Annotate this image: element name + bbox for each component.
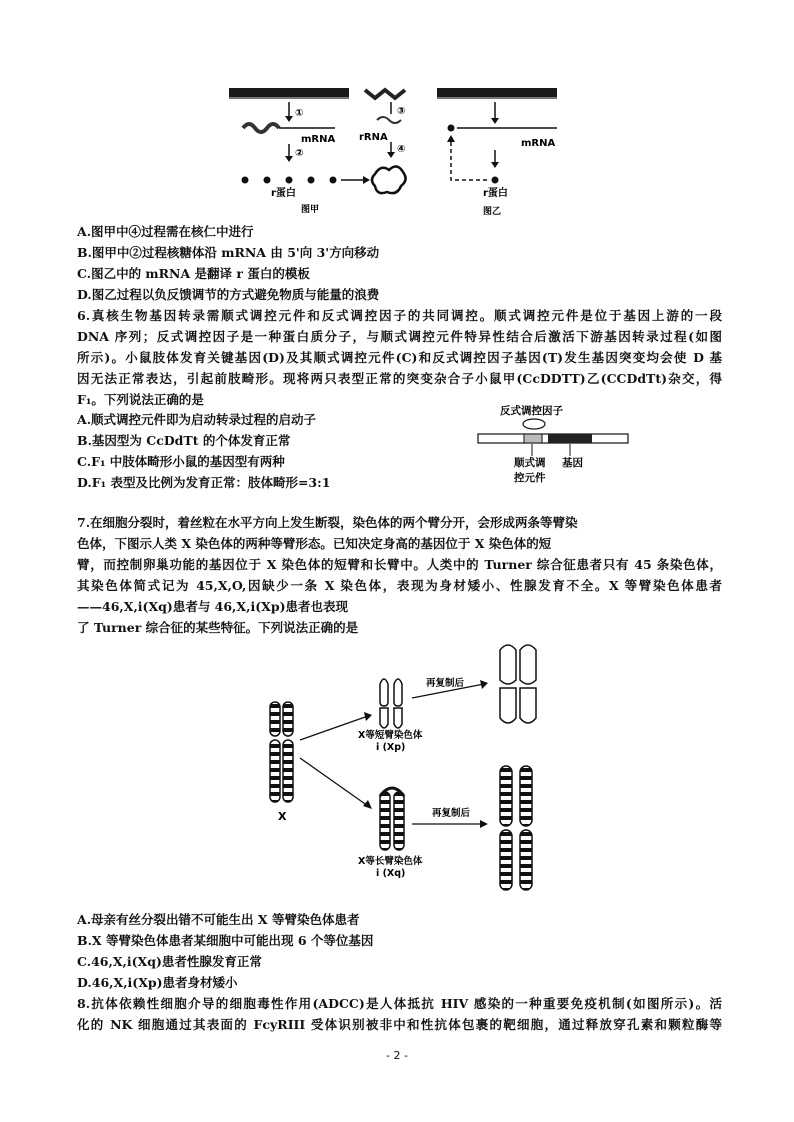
step-2-label: ② bbox=[295, 148, 304, 159]
q6-stem-line-1: 6.真核生物基因转录需顺式调控元件和反式调控因子的共同调控。顺式调控元件是位于基因上游的一段 bbox=[77, 308, 722, 323]
xq-isochromosome bbox=[380, 788, 404, 850]
isochromosome-figure bbox=[262, 640, 562, 912]
q7-stem-line-3: 臂，而控制卵巢功能的基因位于 X 染色体的短臂和长臂中。人类中的 Turner 综合征患者只有 45 条染色体， bbox=[77, 557, 722, 572]
cis-element-label-2: 控元件 bbox=[514, 472, 546, 484]
q6-option-b: B.基因型为 CcDdTt 的个体发育正常 bbox=[77, 433, 291, 448]
rprotein-label-a: r蛋白 bbox=[271, 188, 296, 199]
feedback-arrow bbox=[451, 138, 487, 180]
q7-stem-line-2: 色体，下图示人类 X 染色体的两种等臂形态。已知决定身高的基因位于 X 染色体的短 bbox=[77, 536, 552, 551]
xq-replicated bbox=[500, 766, 532, 890]
q6-option-c: C.F₁ 中肢体畸形小鼠的基因型有两种 bbox=[77, 454, 285, 469]
polysome-icon bbox=[243, 124, 279, 132]
q7-stem-line-5: ——46,X,i(Xq)患者与 46,X,i(Xp)患者也表现 bbox=[77, 599, 348, 614]
step-1-label: ① bbox=[295, 108, 304, 119]
q6-stem-line-3: 所示)。小鼠肢体发育关键基因(D)及其顺式调控元件(C)和反式调控因子基因(T)发生基因突变均会使 D 基 bbox=[77, 350, 722, 365]
q5-option-b: B.图甲中②过程核糖体沿 mRNA 由 5'向 3'方向移动 bbox=[77, 245, 380, 260]
panel-a-label: 图甲 bbox=[301, 205, 320, 215]
xq-label-2: i (Xq) bbox=[376, 868, 406, 879]
step-4-label: ④ bbox=[397, 144, 406, 155]
q6-option-a: A.顺式调控元件即为启动转录过程的启动子 bbox=[77, 412, 317, 427]
ribosome-regulation-figure bbox=[225, 84, 565, 222]
ribosome-icon bbox=[372, 166, 406, 193]
q5-option-d: D.图乙过程以负反馈调节的方式避免物质与能量的浪费 bbox=[77, 287, 380, 302]
trans-factor-icon bbox=[523, 419, 545, 429]
q6-stem-line-5: F₁。下列说法正确的是 bbox=[77, 392, 204, 407]
q8-stem-line-1: 8.抗体依赖性细胞介导的细胞毒性作用(ADCC)是人体抵抗 HIV 感染的一种重要免疫机制(如图所示)。活 bbox=[77, 996, 722, 1011]
dna-bar-c bbox=[437, 88, 557, 97]
gene-regulation-figure bbox=[472, 400, 632, 488]
cis-element-label-1: 顺式调 bbox=[514, 457, 546, 469]
xp-replicated bbox=[500, 645, 536, 723]
q7-option-c: C.46,X,i(Xq)患者性腺发育正常 bbox=[77, 954, 262, 969]
q7-option-b: B.X 等臂染色体患者某细胞中可能出现 6 个等位基因 bbox=[77, 933, 374, 948]
q8-stem-line-2: 化的 NK 细胞通过其表面的 FcyRIII 受体识别被非中和性抗体包裹的靶细胞，通过释放穿孔素和颗粒酶等 bbox=[77, 1017, 722, 1032]
rprotein-label-b: r蛋白 bbox=[483, 188, 508, 199]
cis-element-block bbox=[524, 434, 542, 443]
step-3-label: ③ bbox=[397, 106, 406, 117]
q7-option-a: A.母亲有丝分裂出错不可能生出 X 等臂染色体患者 bbox=[77, 912, 360, 927]
dna-helix-b bbox=[365, 90, 405, 98]
page-number: - 2 - bbox=[386, 1049, 408, 1062]
q6-option-d: D.F₁ 表型及比例为发育正常：肢体畸形=3:1 bbox=[77, 475, 331, 490]
xp-label-2: i (Xp) bbox=[376, 742, 406, 753]
q5-option-a: A.图甲中④过程需在核仁中进行 bbox=[77, 224, 254, 239]
after-replication-bottom-label: 再复制后 bbox=[432, 808, 471, 819]
mrna-label-b: mRNA bbox=[521, 138, 556, 149]
gene-block bbox=[548, 434, 592, 443]
q7-stem-line-4: 其染色体简式记为 45,X,O,因缺少一条 X 染色体，表现为身材矮小、性腺发育不全。X 等臂染色体患者 bbox=[77, 578, 722, 593]
trans-factor-label: 反式调控因子 bbox=[500, 405, 563, 417]
mrna-label-a: mRNA bbox=[301, 134, 336, 145]
q6-stem-line-4: 因无法正常表达，引起前肢畸形。现将两只表型正常的突变杂合子小鼠甲(CcDDTT)乙(CCDdTt)杂交，得 bbox=[77, 371, 722, 386]
dna-bar-a bbox=[229, 88, 349, 97]
q7-stem-line-6: 了 Turner 综合征的某些特征。下列说法正确的是 bbox=[77, 620, 359, 635]
x-label: X bbox=[278, 810, 287, 823]
after-replication-top-label: 再复制后 bbox=[426, 678, 465, 689]
x-chromosome bbox=[270, 702, 293, 802]
panel-b-label: 图乙 bbox=[483, 207, 502, 217]
gene-label: 基因 bbox=[562, 457, 583, 469]
q7-stem-line-1: 7.在细胞分裂时，着丝粒在水平方向上发生断裂，染色体的两个臂分开，会形成两条等臂染 bbox=[77, 515, 578, 530]
q6-stem-line-2: DNA 序列；反式调控因子是一种蛋白质分子，与顺式调控元件特异性结合后激活下游基因转录过程(如图 bbox=[77, 329, 722, 344]
xq-label-1: X等长臂染色体 bbox=[358, 856, 423, 867]
q5-option-c: C.图乙中的 mRNA 是翻译 r 蛋白的模板 bbox=[77, 266, 310, 281]
q7-option-d: D.46,X,i(Xp)患者身材矮小 bbox=[77, 975, 238, 990]
xp-label-1: X等短臂染色体 bbox=[358, 730, 423, 741]
xp-isochromosome bbox=[380, 679, 402, 728]
rrna-label: rRNA bbox=[359, 132, 388, 143]
